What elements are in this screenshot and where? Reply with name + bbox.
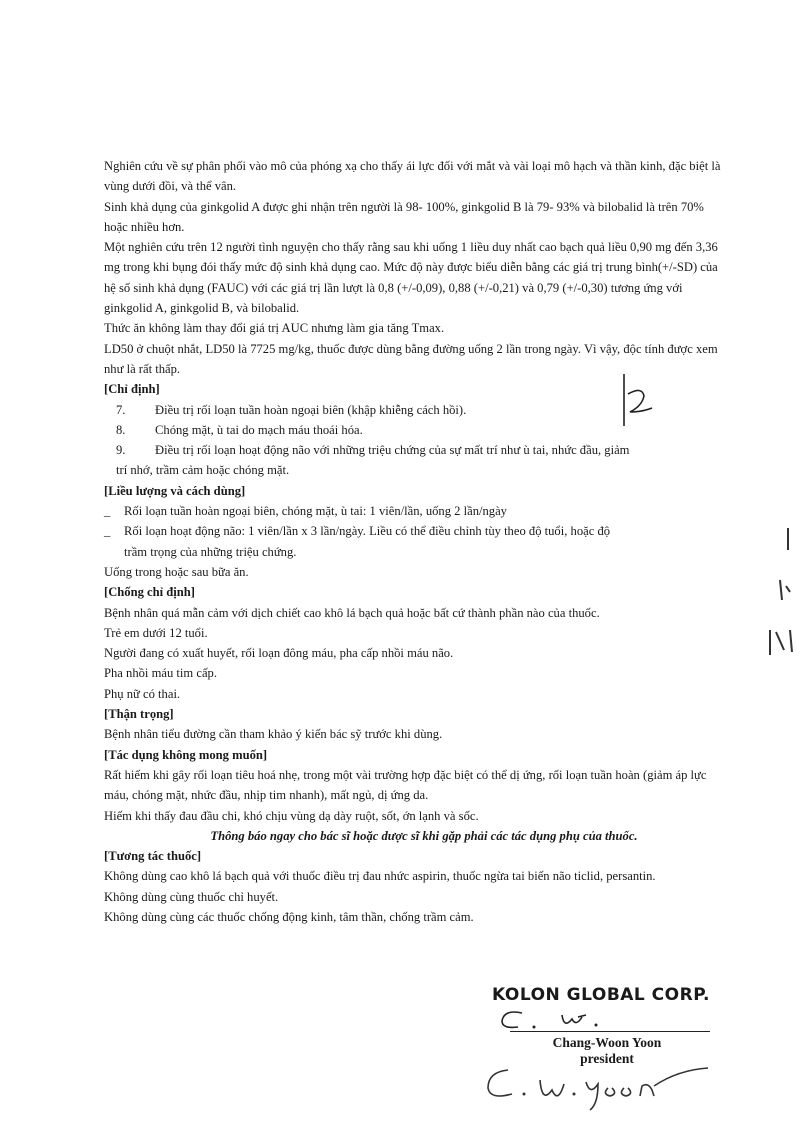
dosage-heading: [Liều lượng và cách dùng] (104, 483, 246, 498)
list-item (104, 521, 724, 541)
contraindication-line: Người đang có xuất huyết, rối loạn đông máu, pha cấp nhồi máu não. (104, 646, 454, 661)
company-stamp (492, 985, 732, 1066)
interaction-line: Không dùng cao khô lá bạch quả với thuốc điều trị đau nhức aspirin, thuốc ngừa tai biến não ticlid, persantin. (104, 869, 656, 884)
contraindication-line: Pha nhồi máu tim cấp. (104, 666, 217, 681)
precautions-heading: [Thận trọng] (104, 707, 174, 722)
side-effect-line: Hiếm khi thấy đau đầu chi, khó chịu vùng dạ dày ruột, sốt, ớn lạnh và sốc. (104, 808, 479, 823)
precaution-line: Bệnh nhân tiểu đường cần tham khảo ý kiến bác sỹ trước khi dùng. (104, 727, 443, 742)
paragraph-bioavailability: Sinh khả dụng của ginkgolid A được ghi nhận trên người là 98- 100%, ginkgolid B là 79- 93% và bilobalid là trên 70% hoặc nhiều hơn. (104, 199, 704, 234)
margin-mark (760, 520, 800, 670)
interactions-heading: [Tương tác thuốc] (104, 849, 202, 864)
document-body (104, 156, 724, 927)
list-text: Rối loạn hoạt động não: 1 viên/lần x 3 lần/ngày. Liều có thể điều chỉnh tùy theo độ tuổi, hoặc độ (124, 524, 611, 539)
handwritten-signature (478, 1060, 718, 1120)
list-number: 7. (116, 402, 126, 417)
list-text: Điều trị rối loạn tuần hoàn ngoại biên (khập khiễng cách hồi). (155, 402, 467, 417)
indications-heading: [Chỉ định] (104, 382, 160, 397)
paragraph-study: Một nghiên cứu trên 12 người tình nguyện cho thấy rằng sau khi uống 1 liều duy nhất cao bạch quả liều 0,90 mg đến 3,36 mg trong khi bụng đói thấy mức độ sinh khả dụng cao. Mức độ này được biểu diễn bằng các giá trị trung bình(+/-SD) của hệ số sinh khả dụng (FAUC) với các giá trị lần lượt là 0,8 (+/-0,09), 0,88 (+/-0,21) và 0,79 (+/-0,30) tương ứng với ginkgolid A, ginkgolid B, và bilobalid. (104, 240, 718, 316)
list-text-continued: trí nhớ, trầm cảm hoặc chóng mặt. (116, 463, 290, 478)
list-text: Điều trị rối loạn hoạt động não với những triệu chứng của sự mất trí như ù tai, nhức đầu, giảm (155, 443, 630, 458)
paragraph-distribution: Nghiên cứu về sự phân phối vào mô của phóng xạ cho thấy ái lực đối với mắt và vài loại mô hạch và thần kinh, đặc biệt là vùng dưới đồi, và thể vân. (104, 159, 721, 194)
list-text-continued: trầm trọng của những triệu chứng. (124, 544, 297, 559)
paragraph-food: Thức ăn không làm thay đổi giá trị AUC nhưng làm gia tăng Tmax. (104, 321, 445, 336)
side-effect-line: Rất hiếm khi gây rối loạn tiêu hoá nhẹ, trong một vài trường hợp đặc biệt có thể dị ứng, rối loạn tuần hoàn (giảm áp lực máu, chóng mặt, nhức đầu, nhịp tim nhanh), mất ngủ, dị ứng da. (104, 767, 707, 803)
list-number: 8. (116, 422, 126, 437)
list-mark: _ (104, 504, 111, 519)
list-number: 9. (116, 443, 126, 458)
contraindications-heading: [Chống chỉ định] (104, 585, 195, 600)
signatory-title: president (580, 1051, 634, 1066)
interaction-line: Không dùng cùng các thuốc chống động kinh, tâm thần, chống trầm cảm. (104, 909, 474, 924)
contraindication-line: Phụ nữ có thai. (104, 686, 181, 701)
list-item (104, 501, 724, 521)
list-item (104, 440, 724, 460)
signature-rule (510, 1031, 710, 1032)
list-text: Rối loạn tuần hoàn ngoại biên, chóng mặt, ù tai: 1 viên/lần, uống 2 lần/ngày (124, 504, 507, 519)
company-name: KOLON GLOBAL CORP. (492, 985, 710, 1005)
dosage-note: Uống trong hoặc sau bữa ăn. (104, 564, 249, 579)
paragraph-ld50: LD50 ở chuột nhắt, LD50 là 7725 mg/kg, thuốc được dùng bằng đường uống 2 lần trong ngày. Vì vậy, độc tính được xem như là rất thấp. (104, 341, 718, 376)
list-mark: _ (104, 524, 111, 539)
contraindication-line: Bệnh nhân quá mẫn cảm với dịch chiết cao khô lá bạch quả hoặc bất cứ thành phần nào của thuốc. (104, 605, 600, 620)
initial-mark (612, 372, 658, 430)
side-effects-notice: Thông báo ngay cho bác sĩ hoặc dược sĩ khi gặp phải các tác dụng phụ của thuốc. (210, 828, 638, 843)
initials-signature (492, 1005, 652, 1033)
contraindication-line: Trẻ em dưới 12 tuổi. (104, 625, 208, 640)
signatory-name: Chang-Woon Yoon (552, 1035, 662, 1050)
side-effects-heading: [Tác dụng không mong muốn] (104, 747, 268, 762)
list-text: Chóng mặt, ù tai do mạch máu thoái hóa. (155, 422, 363, 437)
interaction-line: Không dùng cùng thuốc chỉ huyết. (104, 889, 279, 904)
